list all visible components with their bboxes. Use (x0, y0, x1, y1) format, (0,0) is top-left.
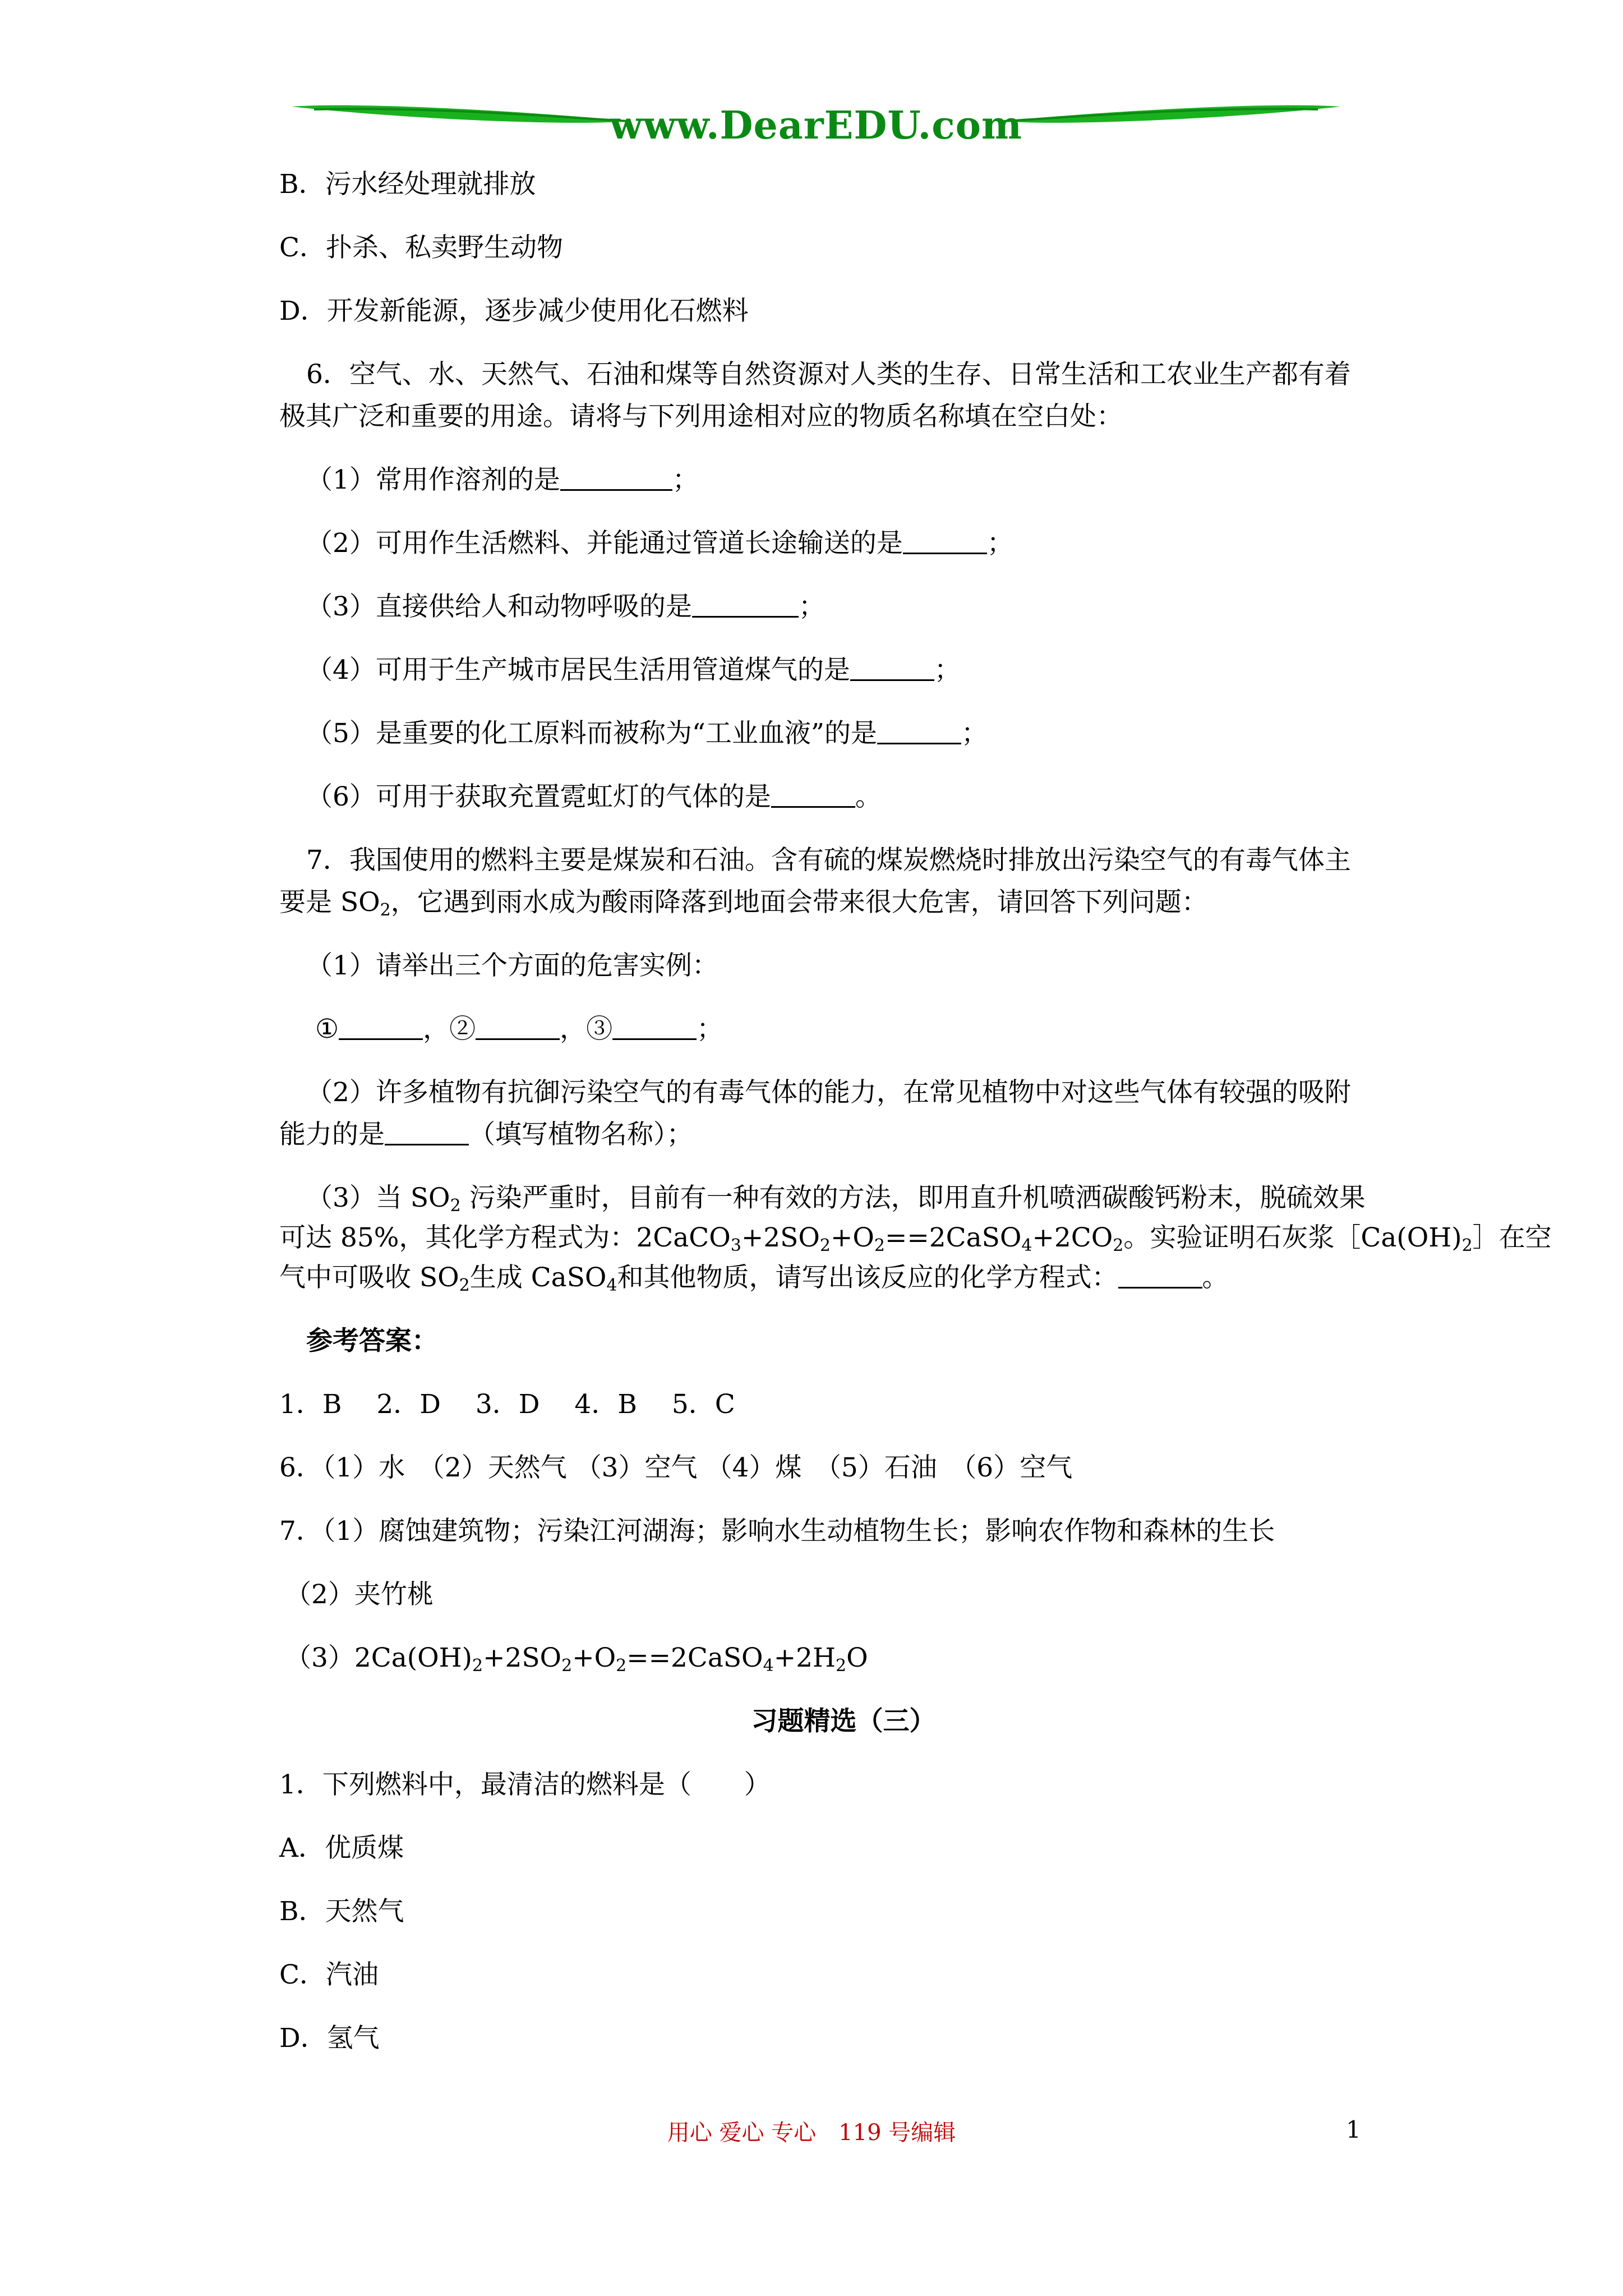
answer-blank[interactable] (612, 1016, 697, 1040)
equation-text: ］在空 (1472, 1222, 1552, 1253)
subscript: 2 (835, 1656, 847, 1676)
q6-part5-text: （5）是重要的化工原料而被称为“工业血液”的是 (306, 718, 877, 749)
q6-part1-text: （1）常用作溶剂的是 (306, 464, 560, 495)
answer-blank[interactable] (385, 1121, 469, 1145)
period: 。 (855, 781, 882, 812)
equation-text: +2CO (1032, 1222, 1113, 1253)
circled-3: ，③ (560, 1014, 613, 1045)
q7-stem-text: 要是 SO (279, 887, 380, 918)
equation-text: ==2CaSO (626, 1642, 763, 1673)
equation-text: 。实验证明石灰浆［Ca(OH) (1123, 1222, 1462, 1253)
s3-option-d: D．氢气 (279, 2023, 380, 2054)
equation-text: +2SO (741, 1222, 820, 1253)
answers-1-5: 1．B 2．D 3．D 4．B 5．C (279, 1389, 735, 1420)
equation-text: O (846, 1642, 868, 1673)
s3-option-c: C．汽油 (279, 1959, 379, 1990)
subscript: 2 (874, 1236, 886, 1255)
footer-text: 用心 爱心 专心 119 号编辑 (667, 2120, 956, 2146)
subscript: 2 (1461, 1236, 1473, 1255)
answer-blank[interactable] (771, 784, 855, 808)
q7-part2-text: 能力的是 (279, 1119, 385, 1150)
semicolon: ； (934, 655, 961, 685)
q7-stem-line2 (279, 886, 1408, 918)
section-title: 习题精选（三） (751, 1706, 936, 1737)
q7-part3-line1 (279, 1182, 1408, 1214)
subscript: 2 (819, 1236, 831, 1255)
q7-part3-line3 (279, 1262, 1408, 1294)
q6-part5 (279, 717, 1408, 749)
equation-text: 可达 85%，其化学方程式为：2CaCO (279, 1222, 731, 1253)
q7-part2-line1: （2）许多植物有抗御污染空气的有毒气体的能力，在常见植物中对这些气体有较强的吸附 (306, 1077, 1351, 1108)
option-c: C．扑杀、私卖野生动物 (279, 232, 563, 263)
q7-part3-text: 生成 CaSO (469, 1262, 607, 1293)
q6-part3 (279, 591, 1408, 623)
q7-part1: （1）请举出三个方面的危害实例： (306, 950, 718, 981)
q7-part2-line2 (279, 1119, 1408, 1151)
q7-part3-text: （3）当 SO (306, 1182, 450, 1213)
q7-part3-text: 气中可吸收 SO (279, 1262, 459, 1293)
equation-text: +2SO (483, 1642, 562, 1673)
semicolon: ； (798, 591, 825, 622)
semicolon: ； (697, 1014, 723, 1045)
option-d: D．开发新能源，逐步减少使用化石燃料 (279, 296, 749, 326)
site-title: www.DearEDU.com (610, 103, 1022, 148)
period: 。 (1202, 1262, 1229, 1293)
subscript: 2 (1113, 1236, 1124, 1255)
q6-part6 (279, 781, 1408, 813)
q6-part2-text: （2）可用作生活燃料、并能通过管道长途输送的是 (306, 528, 903, 559)
q6-part4 (279, 654, 1408, 686)
q7-part3-text: 污染严重时，目前有一种有效的方法，即用直升机喷洒碳酸钙粉末，脱硫效果 (460, 1182, 1366, 1213)
answer-blank[interactable] (339, 1016, 423, 1040)
subscript: 2 (459, 1276, 470, 1295)
q6-part1 (279, 464, 1408, 496)
equation-text: （3）2Ca(OH) (285, 1642, 472, 1673)
option-b: B．污水经处理就排放 (279, 169, 536, 200)
q7-part2-text: （填写植物名称）； (469, 1119, 693, 1150)
q7-part3-text: 和其他物质，请写出该反应的化学方程式： (617, 1262, 1118, 1293)
subscript: 3 (730, 1236, 741, 1255)
q7-part1-blanks (279, 1013, 1408, 1045)
answer-blank[interactable] (877, 720, 961, 744)
s3-option-a: A．优质煤 (279, 1833, 404, 1864)
q7-stem-line1: 7．我国使用的燃料主要是煤炭和石油。含有硫的煤炭燃烧时排放出污染空气的有毒气体主 (306, 845, 1351, 876)
answer-blank[interactable] (903, 530, 987, 554)
q6-part6-text: （6）可用于获取充置霓虹灯的气体的是 (306, 781, 771, 812)
q6-part2 (279, 527, 1408, 559)
answers-title: 参考答案： (306, 1326, 438, 1356)
answer-blank[interactable] (476, 1016, 560, 1040)
semicolon: ； (986, 528, 1013, 559)
subscript: 4 (1021, 1236, 1032, 1255)
document-body (279, 168, 1552, 2086)
answers-6: 6．（1）水 （2）天然气 （3）空气 （4）煤 （5）石油 （6）空气 (279, 1452, 1073, 1483)
site-header (292, 84, 1340, 151)
answer-blank[interactable] (1118, 1264, 1202, 1289)
subscript: 2 (450, 1196, 461, 1216)
subscript: 2 (472, 1656, 483, 1676)
equation-text: ==2CaSO (885, 1222, 1022, 1253)
answers-7-1: 7．（1）腐蚀建筑物；污染江河湖海；影响水生动植物生长；影响农作物和森林的生长 (279, 1516, 1275, 1547)
subscript: 4 (606, 1276, 617, 1295)
q7-part3-line2 (279, 1222, 1552, 1255)
answers-7-2: （2）夹竹桃 (285, 1579, 434, 1610)
answers-7-3 (279, 1642, 1408, 1674)
circled-2: ，② (423, 1014, 476, 1045)
s3-question-1: 1．下列燃料中，最清洁的燃料是（ ） (279, 1769, 771, 1800)
subscript: 2 (561, 1656, 573, 1676)
answer-blank[interactable] (850, 657, 934, 681)
equation-text: +O (831, 1222, 874, 1253)
s3-option-b: B．天然气 (279, 1896, 404, 1927)
subscript: 4 (763, 1656, 774, 1676)
equation-text: +O (572, 1642, 616, 1673)
circled-1: ① (315, 1014, 339, 1045)
q6-stem-line1: 6．空气、水、天然气、石油和煤等自然资源对人类的生存、日常生活和工农业生产都有着 (306, 359, 1351, 390)
page-number: 1 (1346, 2116, 1361, 2143)
q6-part4-text: （4）可用于生产城市居民生活用管道煤气的是 (306, 655, 850, 685)
answer-blank[interactable] (560, 467, 672, 491)
semicolon: ； (672, 464, 699, 495)
semicolon: ； (961, 718, 988, 749)
q6-stem-line2: 极其广泛和重要的用途。请将与下列用途相对应的物质名称填在空白处： (279, 401, 1123, 432)
answer-blank[interactable] (692, 593, 799, 618)
equation-text: +2H (773, 1642, 836, 1673)
q6-part3-text: （3）直接供给人和动物呼吸的是 (306, 591, 692, 622)
q7-stem-text: ，它遇到雨水成为酸雨降落到地面会带来很大危害，请回答下列问题： (390, 887, 1208, 918)
subscript: 2 (380, 900, 391, 920)
subscript: 2 (616, 1656, 627, 1676)
